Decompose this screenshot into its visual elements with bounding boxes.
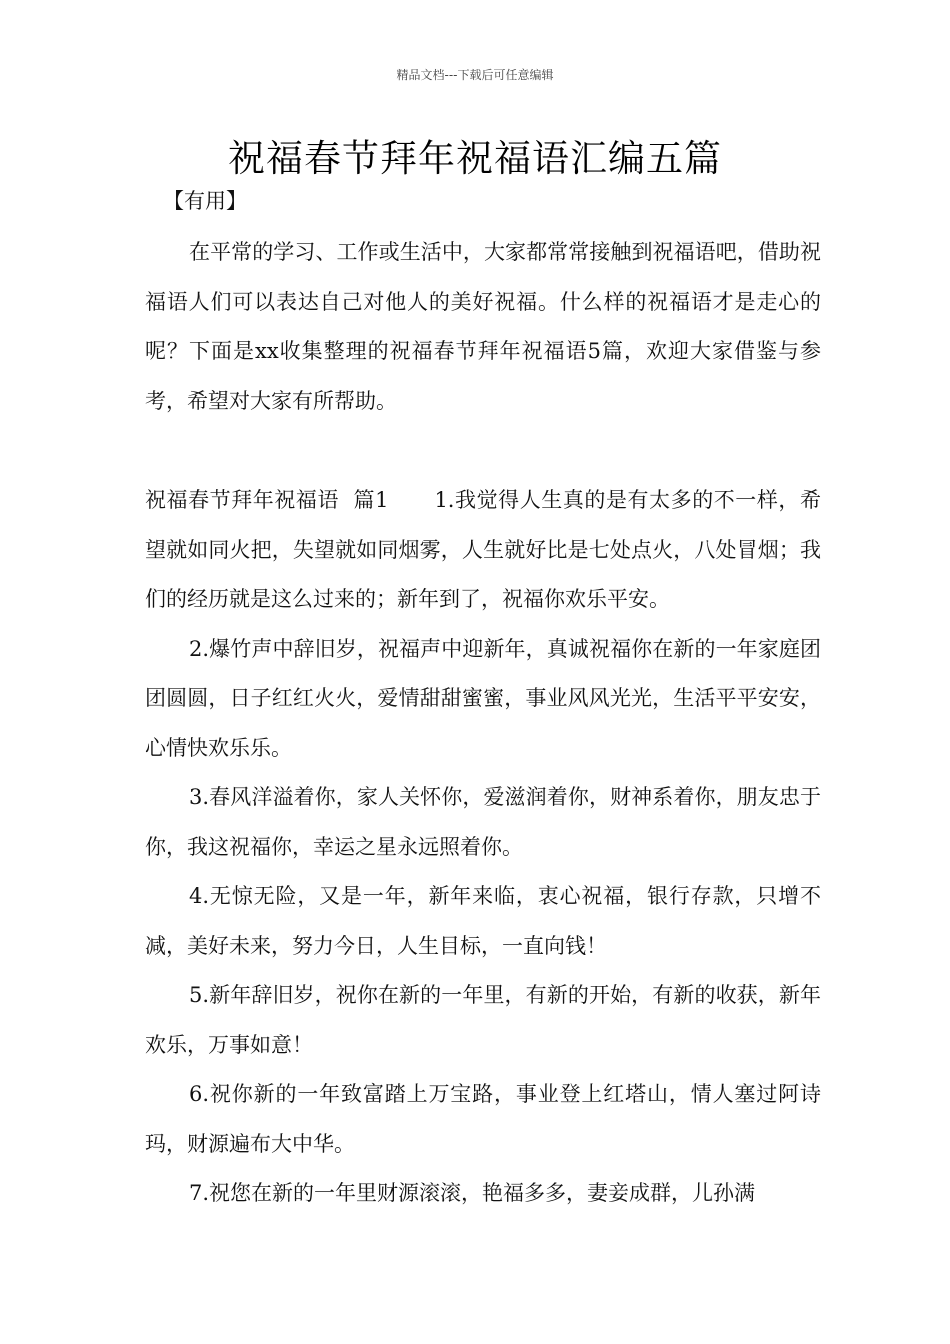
tag-label: 【有用】: [163, 189, 247, 213]
intro-paragraph: 在平常的学习、工作或生活中，大家都常常接触到祝福语吧，借助祝福语人们可以表达自己对他人的美好祝福。什么样的祝福语才是走心的呢？下面是xx收集整理的祝福春节拜年祝福语5篇，欢迎大家借鉴与参考，希望对大家有所帮助。: [145, 240, 821, 413]
list-item-3: 3.春风洋溢着你，家人关怀你，爱滋润着你，财神系着你，朋友忠于你，我这祝福你，幸运之星永远照着你。: [145, 785, 821, 859]
list-item-4: 4.无惊无险，又是一年，新年来临，衷心祝福，银行存款，只增不减，美好未来，努力今日，人生目标，一直向钱！: [145, 884, 821, 958]
section-spacer: [145, 426, 821, 476]
list-item-2: 2.爆竹声中辞旧岁，祝福声中迎新年，真诚祝福你在新的一年家庭团团圆圆，日子红红火火，爱情甜甜蜜蜜，事业风风光光，生活平平安安，心情快欢乐乐。: [145, 636, 821, 760]
section-1-heading: 祝福春节拜年祝福语 篇1: [145, 488, 389, 512]
document-body: [145, 228, 821, 1219]
list-item-5: 5.新年辞旧岁，祝你在新的一年里，有新的开始，有新的收获，新年欢乐，万事如意！: [145, 983, 821, 1057]
header-note: 精品文档---下载后可任意编辑: [396, 68, 554, 82]
list-item-1: 1.我觉得人生真的是有太多的不一样，希望就如同火把，失望就如同烟雾，人生就好比是七处点火，八处冒烟；我们的经历就是这么过来的；新年到了，祝福你欢乐平安。: [145, 488, 821, 611]
list-item-7: 7.祝您在新的一年里财源滚滚，艳福多多，妻妾成群，儿孙满: [189, 1181, 756, 1205]
document-title: 祝福春节拜年祝福语汇编五篇: [228, 137, 722, 180]
list-item-6: 6.祝你新的一年致富踏上万宝路，事业登上红塔山，情人塞过阿诗玛，财源遍布大中华。: [145, 1082, 821, 1156]
section-1-first-paragraph: [145, 476, 821, 625]
